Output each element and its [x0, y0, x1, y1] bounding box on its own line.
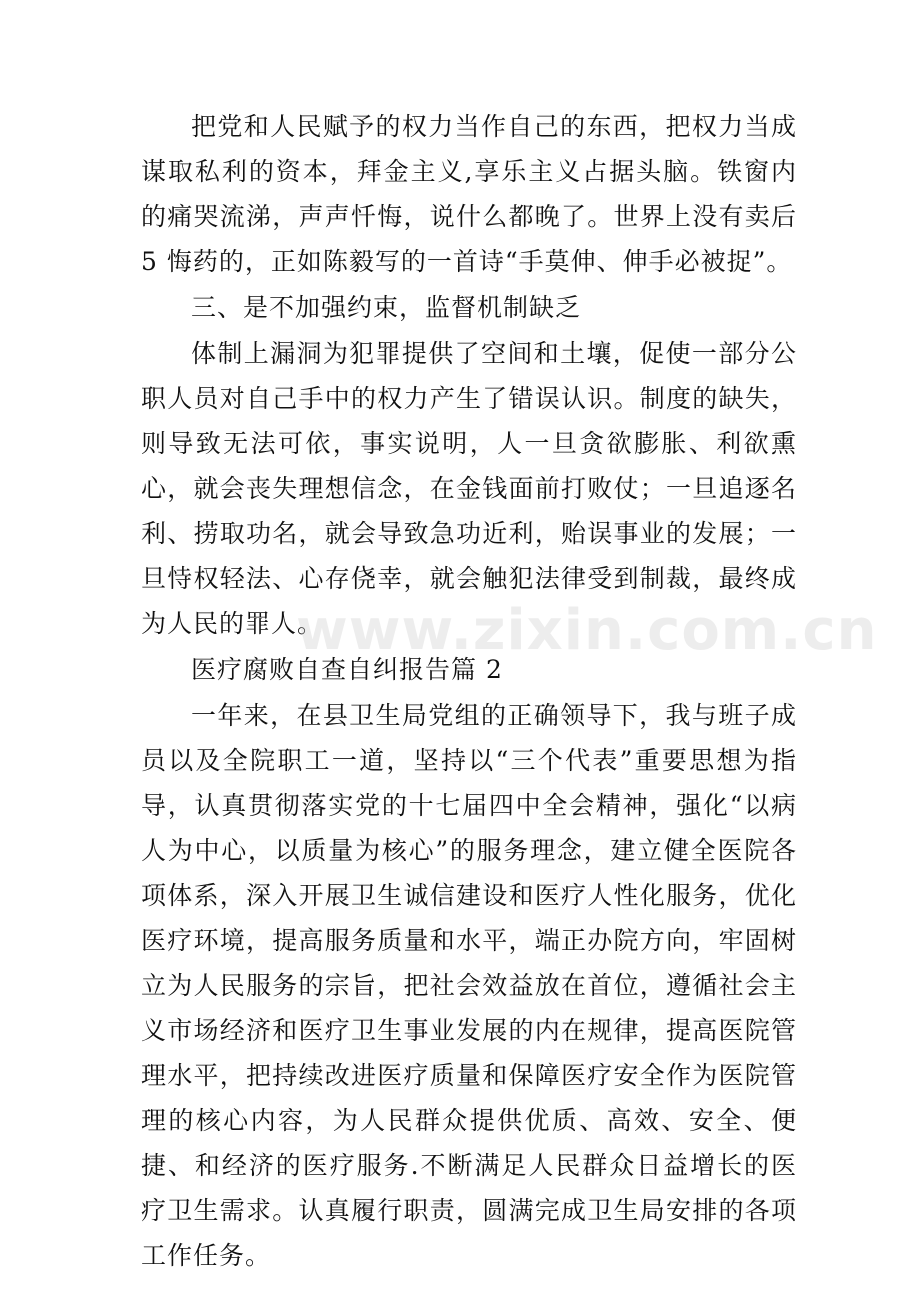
- report-title-part-2: 医疗腐败自查自纠报告篇 2: [191, 655, 503, 684]
- watermark-text: www.zixin.com.cn: [296, 598, 878, 663]
- paragraph-annual-work: 一年来，在县卫生局党组的正确领导下，我与班子成员以及全院职工一道，坚持以“三个代表”重要思想为指导，认真贯彻落实党的十七届四中全会精神，强化“以病人为中心，以质量为核心”的服务理念，建立健全医院各项体系，深入开展卫生诚信建设和医疗人性化服务，优化医疗环境，提高服务质量和水平，端正办院方向，牢固树立为人民服务的宗旨，把社会效益放在首位，遵循社会主义市场经济和医疗卫生事业发展的内在规律，提高医院管理水平，把持续改进医疗质量和保障医疗安全作为医院管理的核心内容，为人民群众提供优质、高效、安全、便捷、和经济的医疗服务.不断满足人民群众日益增长的医疗卫生需求。认真履行职责，圆满完成卫生局安排的各项工作任务。: [141, 701, 797, 1270]
- document-body: [141, 104, 797, 1279]
- paragraph-power-misuse: 把党和人民赋予的权力当作自己的东西，把权力当成谋取私利的资本，拜金主义,享乐主义占据头脑。铁窗内的痛哭流涕，声声忏悔，说什么都晚了。世界上没有卖后 5 悔药的，正如陈毅写的一首诗“手莫伸、伸手必被捉”。: [141, 112, 797, 276]
- section-heading-supervision: 三、是不加强约束，监督机制缺乏: [191, 293, 582, 322]
- paragraph-system-loopholes: 体制上漏洞为犯罪提供了空间和土壤，促使一部分公职人员对自己手中的权力产生了错误认识。制度的缺失，则导致无法可依，事实说明，人一旦贪欲膨胀、利欲熏心，就会丧失理想信念，在金钱面前打败仗；一旦追逐名利、捞取功名，就会导致急功近利，贻误事业的发展；一旦恃权轻法、心存侥幸，就会触犯法律受到制裁，最终成为人民的罪人。: [141, 339, 797, 638]
